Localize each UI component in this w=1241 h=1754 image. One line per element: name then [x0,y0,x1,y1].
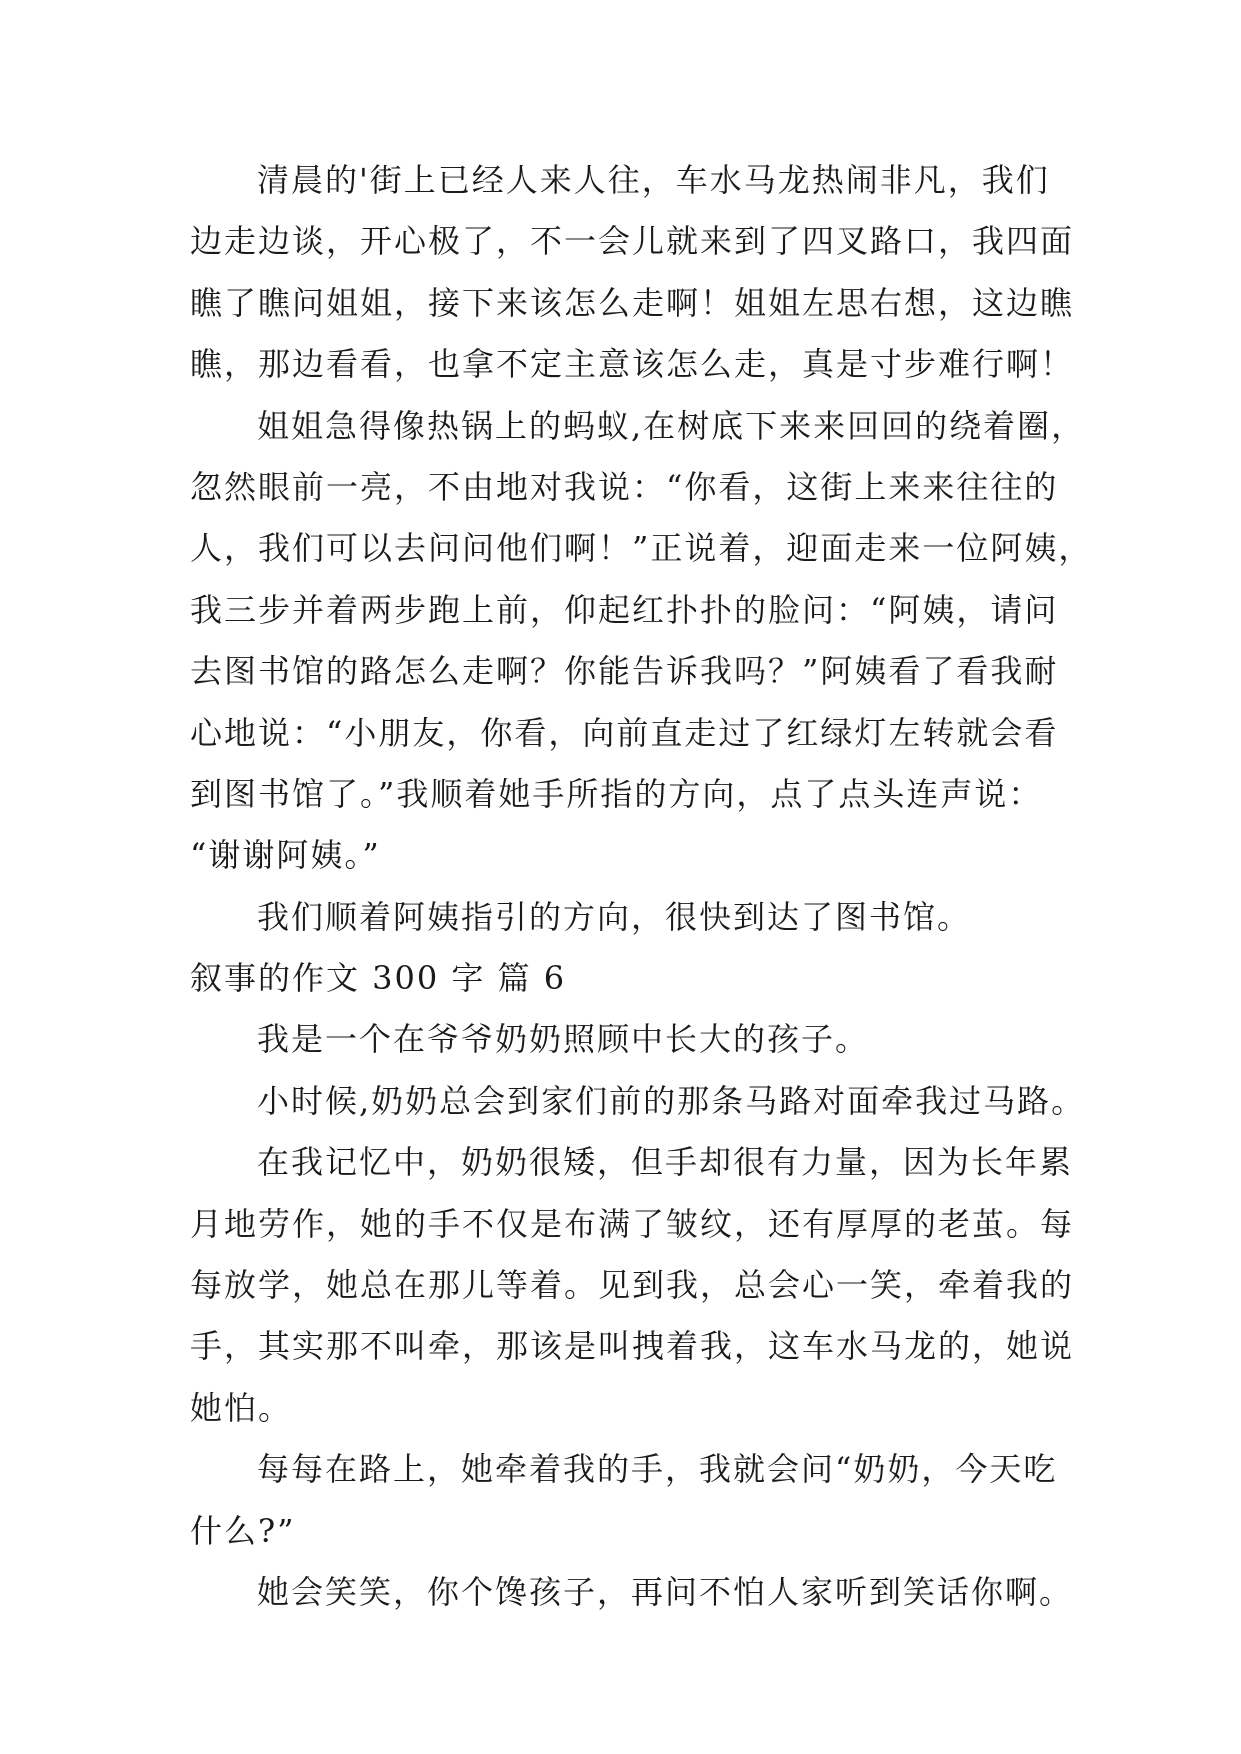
paragraph-line: 我们顺着阿姨指引的方向，很快到达了图书馆。 [257,897,972,936]
paragraph-line: 边走边谈，开心极了，不一会儿就来到了四叉路口，我四面 [190,222,1075,261]
paragraph-line: 姐姐急得像热锅上的蚂蚁,在树底下来来回回的绕着圈， [257,406,1086,445]
paragraph-line: 人，我们可以去问问他们啊！”正说着，迎面走来一位阿姨， [190,529,1093,568]
paragraph-line: 到图书馆了。”我顺着她手所指的方向，点了点头连声说： [190,774,1043,813]
paragraph-line: 我是一个在爷爷奶奶照顾中长大的孩子。 [257,1020,870,1059]
paragraph-line: 手，其实那不叫牵，那该是叫拽着我，这车水马龙的，她说 [190,1327,1075,1366]
section-heading: 叙事的作文 300 字 篇 6 [190,959,567,998]
paragraph-line: 每每在路上，她牵着我的手，我就会问“奶奶，今天吃 [257,1450,1058,1489]
paragraph-line: 心地说：“小朋友，你看，向前直走过了红绿灯左转就会看 [190,713,1059,752]
paragraph-line: “谢谢阿姨。” [190,836,381,875]
paragraph-line: 什么?” [190,1511,296,1550]
paragraph-line: 忽然眼前一亮，不由地对我说：“你看，这街上来来往往的 [190,467,1059,506]
paragraph-line: 去图书馆的路怎么走啊？你能告诉我吗？”阿姨看了看我耐 [190,652,1059,691]
paragraph-line: 她会笑笑，你个馋孩子，再问不怕人家听到笑话你啊。 [257,1572,1074,1611]
paragraph-line: 月地劳作，她的手不仅是布满了皱纹，还有厚厚的老茧。每 [190,1204,1075,1243]
paragraph-line: 清晨的'街上已经人来人往，车水马龙热闹非凡，我们 [257,161,1050,199]
paragraph-line: 每放学，她总在那儿等着。见到我，总会心一笑，牵着我的 [190,1266,1075,1305]
paragraph-line: 她怕。 [190,1388,293,1427]
paragraph-line: 瞧，那边看看，也拿不定主意该怎么走，真是寸步难行啊！ [190,345,1075,384]
paragraph-line: 瞧了瞧问姐姐，接下来该怎么走啊！姐姐左思右想，这边瞧 [190,283,1075,322]
paragraph-line: 小时候,奶奶总会到家们前的那条马路对面牵我过马路。 [257,1081,1086,1120]
document-body [190,150,1093,1623]
paragraph-line: 在我记忆中，奶奶很矮，但手却很有力量，因为长年累 [257,1143,1074,1182]
paragraph-line: 我三步并着两步跑上前，仰起红扑扑的脸问：“阿姨，请问 [190,590,1059,629]
